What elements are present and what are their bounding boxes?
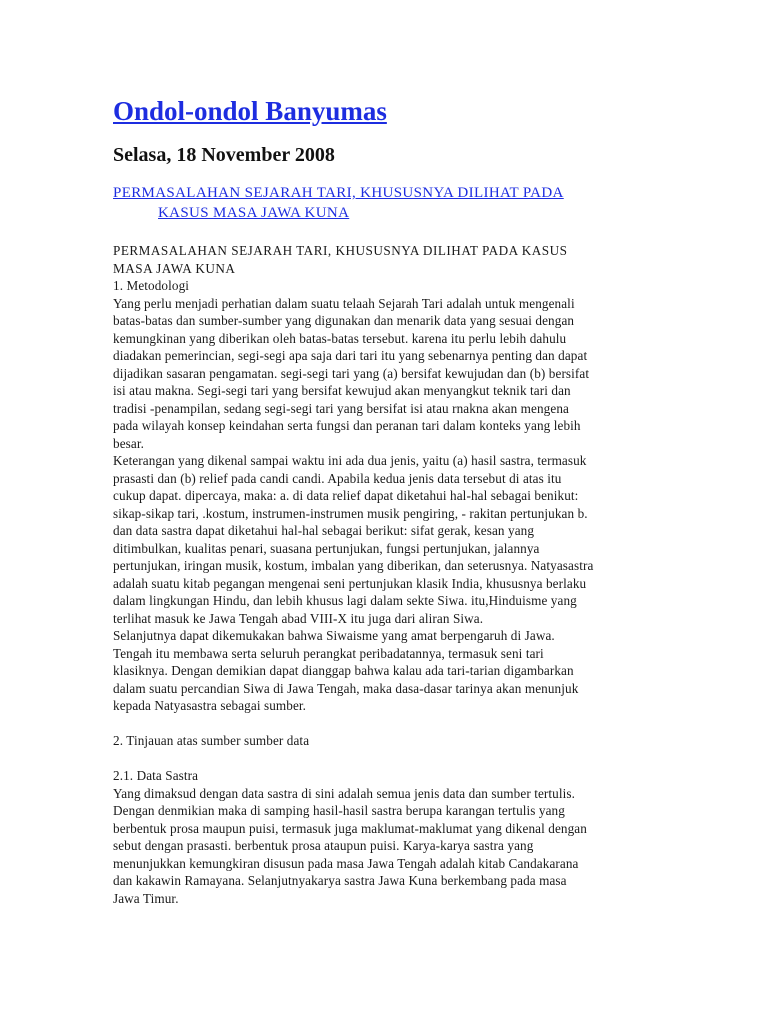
paragraph-gap bbox=[113, 750, 661, 768]
data-sastra-line: menunjukkan kemungkiran disusun pada masa Jawa Tengah adalah kitab Candakarana bbox=[113, 855, 579, 871]
metodologi-line: Tengah itu membawa serta seluruh perangkat peribadatannya, termasuk seni tari bbox=[113, 645, 544, 661]
post-title-link[interactable] bbox=[113, 183, 661, 223]
paragraph-metodologi bbox=[113, 277, 661, 715]
data-sastra-line: Jawa Timur. bbox=[113, 890, 179, 906]
metodologi-line: cukup dapat. dipercaya, maka: a. di data relief dapat diketahui hal-hal sebagai benikut: bbox=[113, 488, 579, 503]
metodologi-line: sikap-sikap tari, .kostum, instrumen-instrumen musik pengiring, - rakitan pertunjukan b. bbox=[113, 505, 588, 521]
metodologi-line: terlihat masuk ke Jawa Tengah abad VIII-X itu juga dari aliran Siwa. bbox=[113, 610, 484, 626]
metodologi-line: 1. Metodologi bbox=[113, 278, 190, 293]
metodologi-line: adalah suatu kitab pegangan mengenai seni pertunjukan klasik India, khususnya berlaku bbox=[113, 575, 587, 591]
metodologi-line: pertunjukan, iringan musik, kostum, imbalan yang diberikan, dan seterusnya. Natyasastra bbox=[113, 558, 594, 573]
post-title-line-2: KASUS MASA JAWA KUNA bbox=[158, 205, 350, 221]
body-heading-line-1: PERMASALAHAN SEJARAH TARI, KHUSUSNYA DILIHAT PADA KASUS bbox=[113, 243, 568, 258]
paragraph-data-sastra bbox=[113, 767, 661, 907]
metodologi-line: klasiknya. Dengan demikian dapat dianggap bahwa kalau ada tari-tarian digambarkan bbox=[113, 663, 574, 678]
metodologi-line: dalam lingkungan Hindu, dan lebih khusus lagi dalam sekte Siwa. itu,Hinduisme yang bbox=[113, 593, 577, 608]
metodologi-line: besar. bbox=[113, 435, 144, 451]
metodologi-line: Selanjutnya dapat dikemukakan bahwa Siwaisme yang amat berpengaruh di Jawa. bbox=[113, 628, 555, 643]
metodologi-line: batas-batas dan sumber-sumber yang digunakan dan menarik data yang sesuai dengan bbox=[113, 313, 575, 328]
body-heading-line-2: MASA JAWA KUNA bbox=[113, 260, 236, 276]
data-sastra-line: 2.1. Data Sastra bbox=[113, 768, 199, 783]
data-sastra-line: Yang dimaksud dengan data sastra di sini adalah semua jenis data dan sumber tertulis. bbox=[113, 785, 576, 801]
blog-title-link[interactable]: Ondol-ondol Banyumas bbox=[113, 96, 387, 126]
data-sastra-line: dan kakawin Ramayana. Selanjutnyakarya sastra Jawa Kuna berkembang pada masa bbox=[113, 873, 567, 888]
metodologi-line: kepada Natyasastra sebagai sumber. bbox=[113, 698, 307, 713]
metodologi-line: diadakan pemerincian, segi-segi apa saja dari tari itu yang sebenarnya penting dan dapat bbox=[113, 348, 588, 363]
section-heading-tinjauan: 2. Tinjauan atas sumber sumber data bbox=[113, 733, 310, 748]
post-title-line-1: PERMASALAHAN SEJARAH TARI, KHUSUSNYA DILIHAT PADA bbox=[113, 185, 564, 201]
metodologi-line: dan data sastra dapat diketahui hal-hal sebagai berikut: sifat gerak, kesan yang bbox=[113, 523, 535, 538]
metodologi-line: tradisi -penampilan, sedang segi-segi tari yang bersifat isi atau rnakna akan mengena bbox=[113, 400, 569, 416]
metodologi-line: isi atau makna. Segi-segi tari yang bersifat kewujud akan menyangkut teknik tari dan bbox=[113, 383, 571, 398]
data-sastra-line: berbentuk prosa maupun puisi, termasuk juga maklumat-maklumat yang dikenal dengan bbox=[113, 820, 587, 836]
data-sastra-line: Dengan denmikian maka di samping hasil-hasil sastra berupa karangan tertulis yang bbox=[113, 803, 565, 818]
paragraph-gap bbox=[113, 715, 661, 733]
metodologi-line: pada wilayah konsep keindahan serta fungsi dan peranan tari dalam konteks yang lebih bbox=[113, 418, 581, 433]
data-sastra-line: sebut dengan prasasti. berbentuk prosa ataupun puisi. Karya-karya sastra yang bbox=[113, 838, 534, 853]
post-body bbox=[113, 242, 661, 907]
metodologi-line: kemungkinan yang diberikan oleh batas-batas tersebut. karena itu perlu lebih dahulu bbox=[113, 330, 567, 346]
metodologi-line: dalam suatu percandian Siwa di Jawa Tengah, maka dasa-dasar tarinya akan menunjuk bbox=[113, 680, 579, 696]
blog-page bbox=[113, 94, 661, 907]
metodologi-line: ditimbulkan, kualitas penari, suasana pertunjukan, fungsi pertunjukan, jalannya bbox=[113, 540, 540, 556]
metodologi-line: Yang perlu menjadi perhatian dalam suatu telaah Sejarah Tari adalah untuk mengenali bbox=[113, 295, 575, 311]
metodologi-line: Keterangan yang dikenal sampai waktu ini ada dua jenis, yaitu (a) hasil sastra, termasuk bbox=[113, 453, 587, 468]
post-date: Selasa, 18 November 2008 bbox=[113, 144, 335, 166]
metodologi-line: dijadikan sasaran pengamatan. segi-segi tari yang (a) bersifat kewujudan dan (b) bersifat bbox=[113, 365, 590, 381]
metodologi-line: prasasti dan (b) relief pada candi candi. Apabila kedua jenis data tersebut di atas itu bbox=[113, 470, 562, 486]
